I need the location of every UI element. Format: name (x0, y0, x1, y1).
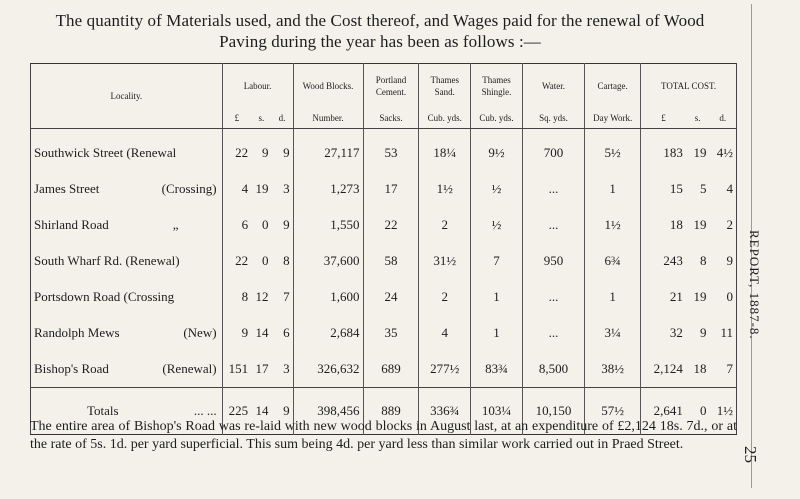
total-pence-cell: 11 (720, 325, 733, 340)
labour-pounds-cell: 151 (222, 351, 251, 388)
col-cartage: Cartage. (585, 64, 641, 109)
water-cell: 8,500 (522, 351, 584, 388)
totals-label: Totals (87, 403, 119, 418)
water-cell: ... (522, 171, 584, 207)
shingle-cell: ½ (471, 207, 523, 243)
labour-pence-cell: 3 (283, 181, 290, 196)
total-shillings-cell: 18 (693, 361, 707, 376)
locality-kind: (Crossing) (161, 181, 217, 196)
col-cement: Portland Cement. (363, 64, 419, 109)
unit-total-d: d. (710, 108, 737, 129)
totals-total-pence-cell: 1½ (710, 388, 737, 435)
totals-cement-cell: 889 (363, 388, 419, 435)
totals-cartage-cell: 57½ (585, 388, 641, 435)
labour-pence-cell: 9 (283, 145, 290, 160)
unit-sand: Cub. yds. (419, 108, 471, 129)
total-pounds-cell: 183 (641, 129, 686, 172)
total-pence-cell: 2 (726, 217, 733, 232)
locality-name: Portsdown Road (Crossing (34, 289, 175, 304)
wood-blocks-cell: 326,632 (293, 351, 363, 388)
shingle-cell: 1 (471, 279, 523, 315)
cartage-cell: 1½ (585, 207, 641, 243)
total-shillings-cell: 8 (700, 253, 707, 268)
col-total: TOTAL COST. (641, 64, 737, 109)
col-sand: Thames Sand. (419, 64, 471, 109)
labour-pence-cell: 3 (283, 361, 290, 376)
locality-cell (31, 207, 223, 243)
locality-cell (31, 243, 223, 279)
unit-cement: Sacks. (363, 108, 419, 129)
cement-cell: 24 (363, 279, 419, 315)
labour-pounds-cell: 8 (222, 279, 251, 315)
locality-name: James Street (34, 181, 100, 196)
totals-labour-pence-cell: 9 (272, 388, 294, 435)
total-pounds-cell: 2,124 (641, 351, 686, 388)
total-shillings-cell: 9 (700, 325, 707, 340)
totals-leader-dots: ... ... (193, 403, 217, 418)
running-header: REPORT, 1887-8. (747, 230, 762, 340)
locality-kind: (New) (183, 325, 217, 340)
col-locality: Locality. (31, 64, 223, 129)
total-pence-cell: 4 (726, 181, 733, 196)
wood-blocks-cell: 1,550 (293, 207, 363, 243)
page-heading: The quantity of Materials used, and the Cost thereof, and Wages paid for the renewal of Wood Paving during the year has been as follows :— (55, 11, 705, 51)
table-row (31, 315, 737, 351)
footnote: The entire area of Bishop's Road was re-laid with new wood blocks in August last, at an expenditure of £2,124 18s. 7d., or at the rate of 5s. 1d. per yard superficial. This sum being 4d. per yard less than similar work carried out in Praed Street. (30, 419, 737, 452)
shingle-cell: 7 (471, 243, 523, 279)
unit-shingle: Cub. yds. (471, 108, 523, 129)
cement-cell: 58 (363, 243, 419, 279)
labour-pounds-cell: 9 (222, 315, 251, 351)
wood-blocks-cell: 2,684 (293, 315, 363, 351)
unit-total-s: s. (686, 108, 710, 129)
locality-name: Bishop's Road (34, 361, 109, 376)
table-row (31, 243, 737, 279)
table-row (31, 351, 737, 388)
table-row (31, 279, 737, 315)
labour-pounds-cell: 4 (222, 171, 251, 207)
sand-cell: 1½ (419, 171, 471, 207)
cement-cell: 53 (363, 129, 419, 172)
locality-cell (31, 171, 223, 207)
total-pounds-cell: 18 (641, 207, 686, 243)
labour-shillings-cell: 17 (255, 361, 269, 376)
labour-shillings-cell: 12 (255, 289, 269, 304)
locality-kind: „ (172, 217, 179, 232)
labour-shillings-cell: 0 (262, 253, 269, 268)
cartage-cell: 3¼ (585, 315, 641, 351)
labour-pence-cell: 9 (283, 217, 290, 232)
sand-cell: 2 (419, 279, 471, 315)
cartage-cell: 6¾ (585, 243, 641, 279)
page-number: 25 (741, 446, 760, 463)
col-wood-blocks: Wood Blocks. (293, 64, 363, 109)
water-cell: ... (522, 207, 584, 243)
total-pence-cell: 4½ (716, 145, 733, 160)
shingle-cell: 1 (471, 315, 523, 351)
wood-blocks-cell: 27,117 (293, 129, 363, 172)
cartage-cell: 1 (585, 171, 641, 207)
cartage-cell: 38½ (585, 351, 641, 388)
materials-table (30, 63, 737, 435)
cement-cell: 17 (363, 171, 419, 207)
cement-cell: 35 (363, 315, 419, 351)
locality-name: Shirland Road (34, 217, 109, 232)
col-labour: Labour. (222, 64, 293, 109)
water-cell: 700 (522, 129, 584, 172)
shingle-cell: ½ (471, 171, 523, 207)
totals-labour-pounds-cell: 225 (222, 388, 251, 435)
totals-total-shillings-cell: 0 (686, 388, 710, 435)
locality-cell (31, 315, 223, 351)
sand-cell: 18¼ (419, 129, 471, 172)
cement-cell: 22 (363, 207, 419, 243)
totals-labour-shillings-cell: 14 (251, 388, 271, 435)
locality-name: Randolph Mews (34, 325, 120, 340)
unit-labour-l: £ (222, 108, 251, 129)
labour-shillings-cell: 0 (262, 217, 269, 232)
labour-pounds-cell: 22 (222, 243, 251, 279)
shingle-cell: 9½ (471, 129, 523, 172)
total-pounds-cell: 243 (641, 243, 686, 279)
total-shillings-cell: 19 (693, 217, 707, 232)
table-row (31, 207, 737, 243)
labour-shillings-cell: 14 (255, 325, 269, 340)
unit-cartage: Day Work. (585, 108, 641, 129)
locality-cell (31, 129, 223, 172)
side-margin (741, 70, 800, 463)
labour-pence-cell: 6 (283, 325, 290, 340)
unit-labour-d: d. (272, 108, 294, 129)
water-cell: ... (522, 315, 584, 351)
sand-cell: 31½ (419, 243, 471, 279)
cartage-cell: 1 (585, 279, 641, 315)
wood-blocks-cell: 1,273 (293, 171, 363, 207)
labour-pounds-cell: 6 (222, 207, 251, 243)
total-shillings-cell: 5 (700, 181, 707, 196)
sand-cell: 277½ (419, 351, 471, 388)
totals-wood-blocks-cell: 398,456 (293, 388, 363, 435)
total-pounds-cell: 15 (641, 171, 686, 207)
total-shillings-cell: 19 (693, 145, 707, 160)
wood-blocks-cell: 37,600 (293, 243, 363, 279)
water-cell: ... (522, 279, 584, 315)
locality-name: Southwick Street (Renewal (34, 145, 177, 160)
totals-water-cell: 10,150 (522, 388, 584, 435)
labour-pounds-cell: 22 (222, 129, 251, 172)
labour-pence-cell: 7 (283, 289, 290, 304)
total-shillings-cell: 19 (693, 289, 707, 304)
cement-cell: 689 (363, 351, 419, 388)
unit-blocks: Number. (293, 108, 363, 129)
locality-name: South Wharf Rd. (Renewal) (34, 253, 180, 268)
labour-pence-cell: 8 (283, 253, 290, 268)
water-cell: 950 (522, 243, 584, 279)
locality-kind: (Renewal) (162, 361, 217, 376)
total-pounds-cell: 21 (641, 279, 686, 315)
sand-cell: 4 (419, 315, 471, 351)
labour-shillings-cell: 9 (262, 145, 269, 160)
shingle-cell: 83¾ (471, 351, 523, 388)
table-row (31, 171, 737, 207)
unit-total-l: £ (641, 108, 686, 129)
col-shingle: Thames Shingle. (471, 64, 523, 109)
labour-shillings-cell: 19 (255, 181, 269, 196)
col-water: Water. (522, 64, 584, 109)
wood-blocks-cell: 1,600 (293, 279, 363, 315)
header-row (31, 64, 737, 109)
unit-water: Sq. yds. (522, 108, 584, 129)
locality-cell (31, 279, 223, 315)
cartage-cell: 5½ (585, 129, 641, 172)
totals-shingle-cell: 103¼ (471, 388, 523, 435)
locality-cell (31, 351, 223, 388)
table-row (31, 129, 737, 172)
unit-labour-s: s. (251, 108, 271, 129)
total-pence-cell: 0 (726, 289, 733, 304)
sand-cell: 2 (419, 207, 471, 243)
total-pence-cell: 7 (726, 361, 733, 376)
total-pence-cell: 9 (726, 253, 733, 268)
totals-total-pounds-cell: 2,641 (641, 388, 686, 435)
totals-sand-cell: 336¾ (419, 388, 471, 435)
total-pounds-cell: 32 (641, 315, 686, 351)
